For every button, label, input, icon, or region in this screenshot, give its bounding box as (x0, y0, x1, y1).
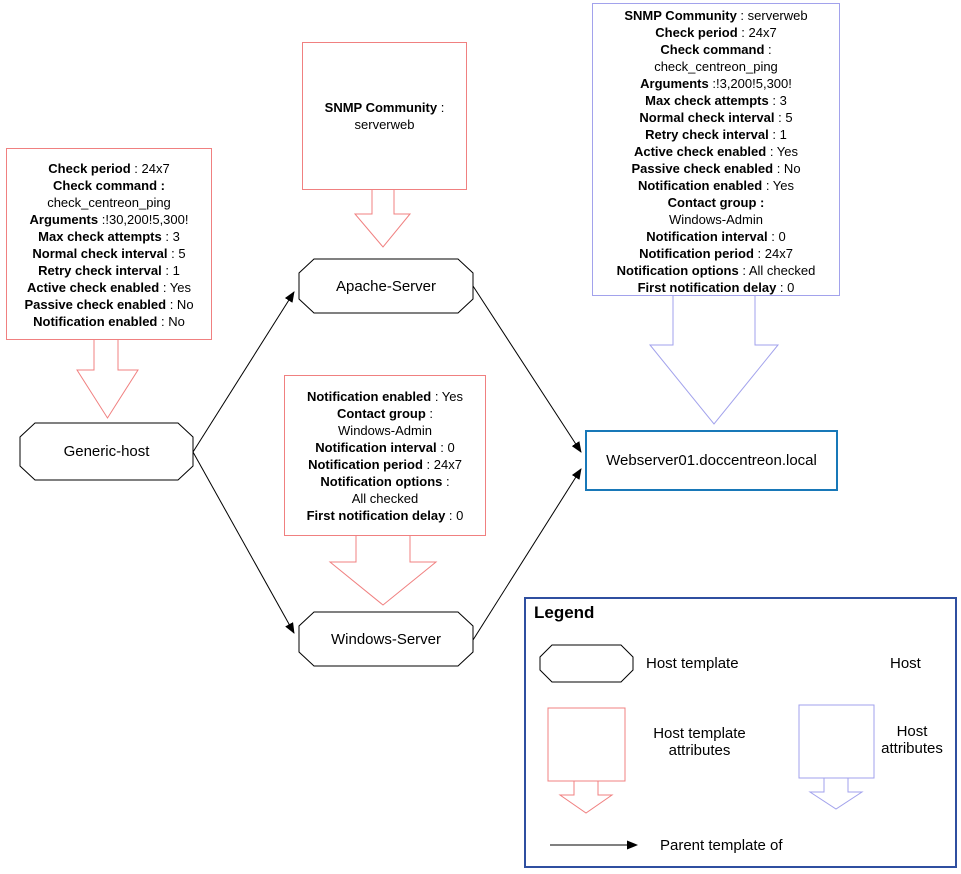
attribute-line: check_centreon_ping (654, 59, 778, 74)
attribute-line: Retry check interval : 1 (38, 263, 180, 278)
attribute-line: Notification options : All checked (616, 263, 816, 278)
legend-host-template-attributes-label: Host template attributes (653, 725, 746, 759)
legend-host-label: Host (890, 655, 921, 672)
attribute-line: SNMP Community : (324, 100, 445, 115)
edge-generic-to-windows (193, 452, 294, 633)
legend-parent-template-label: Parent template of (660, 836, 783, 854)
generic-host-template-attributes-box (6, 148, 212, 340)
node-windows-server (299, 612, 473, 666)
attribute-line: Arguments :!30,200!5,300! (29, 212, 189, 227)
attribute-line: SNMP Community : serverweb (624, 8, 808, 23)
attribute-line: Contact group : (336, 406, 434, 421)
node-label: Windows-Server (330, 630, 442, 648)
attribute-line: Notification interval : 0 (315, 440, 455, 455)
attribute-line: Passive check enabled : No (24, 297, 194, 312)
attribute-line: Check period : 24x7 (655, 25, 777, 40)
host-attributes-arrow-webserver (650, 296, 778, 424)
attribute-line: Notification interval : 0 (646, 229, 786, 244)
attribute-line: serverweb (354, 117, 415, 132)
template-attributes-arrow-apache (355, 190, 410, 247)
attribute-line: Normal check interval : 5 (32, 246, 186, 261)
attribute-line: First notification delay : 0 (637, 280, 795, 295)
template-attributes-arrow-generic (77, 340, 138, 418)
attribute-line: Notification options : (320, 474, 450, 489)
node-label: Webserver01.doccentreon.local (606, 452, 817, 469)
windows-notification-attributes-box (284, 375, 486, 536)
attribute-line: Notification period : 24x7 (639, 246, 793, 261)
legend-host-attributes-label: Host attributes (881, 723, 943, 757)
attribute-line: Max check attempts : 3 (645, 93, 787, 108)
attribute-line: Retry check interval : 1 (645, 127, 787, 142)
attribute-line: Max check attempts : 3 (38, 229, 180, 244)
template-attributes-arrow-windows (330, 536, 436, 605)
attribute-line: Notification enabled : Yes (306, 389, 464, 404)
node-label: Generic-host (63, 443, 150, 460)
attribute-line: Notification period : 24x7 (308, 457, 462, 472)
attribute-line: Check command : (53, 178, 165, 193)
node-webserver01 (585, 430, 838, 491)
attribute-line: Arguments :!3,200!5,300! (640, 76, 792, 91)
attribute-line: Check period : 24x7 (48, 161, 170, 176)
apache-snmp-attributes-box (302, 42, 467, 190)
attribute-line: Normal check interval : 5 (639, 110, 793, 125)
node-label: Apache-Server (335, 277, 437, 295)
attribute-line: Passive check enabled : No (631, 161, 801, 176)
edge-apache-to-webserver (473, 286, 581, 452)
attribute-line: Notification enabled : No (33, 314, 185, 329)
attribute-line: Active check enabled : Yes (633, 144, 799, 159)
attribute-line: Windows-Admin (338, 423, 432, 438)
legend-title: Legend (534, 603, 595, 622)
webserver-host-attributes-box (592, 3, 840, 296)
node-generic-host (20, 423, 193, 480)
attribute-line: Windows-Admin (669, 212, 763, 227)
attribute-line: First notification delay : 0 (306, 508, 464, 523)
attribute-line: All checked (351, 491, 419, 506)
attribute-line: Check command : (660, 42, 772, 57)
attribute-line: Notification enabled : Yes (637, 178, 795, 193)
node-apache-server (299, 259, 473, 313)
legend-host-template-label: Host template (646, 655, 739, 672)
attribute-line: Contact group : (667, 195, 765, 210)
attribute-line: check_centreon_ping (47, 195, 171, 210)
attribute-line: Active check enabled : Yes (26, 280, 192, 295)
